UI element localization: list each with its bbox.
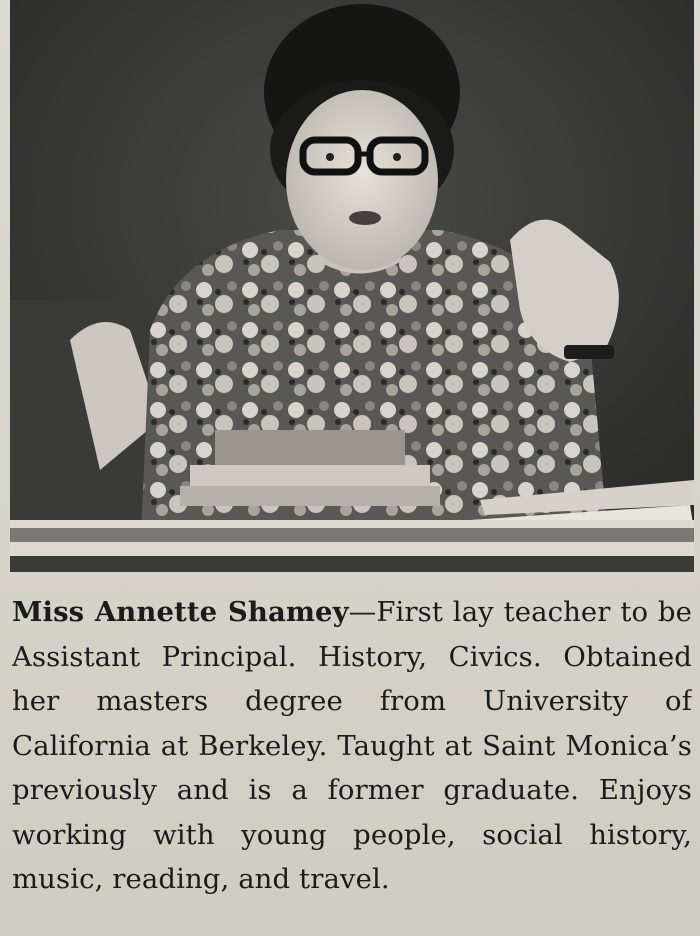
teacher-photo (10, 0, 694, 572)
caption-paragraph (12, 590, 692, 902)
teacher-name: Miss Annette Shamey (12, 596, 349, 628)
caption-text: —First lay teacher to be Assistant Principal. History, Civics. Obtained her masters degree from University of California at Berkeley. Taught at Saint Monica’s previously and is a former graduate. Enjoys working with young people, social history, music, reading, and travel. (12, 596, 692, 895)
caption (12, 590, 692, 936)
